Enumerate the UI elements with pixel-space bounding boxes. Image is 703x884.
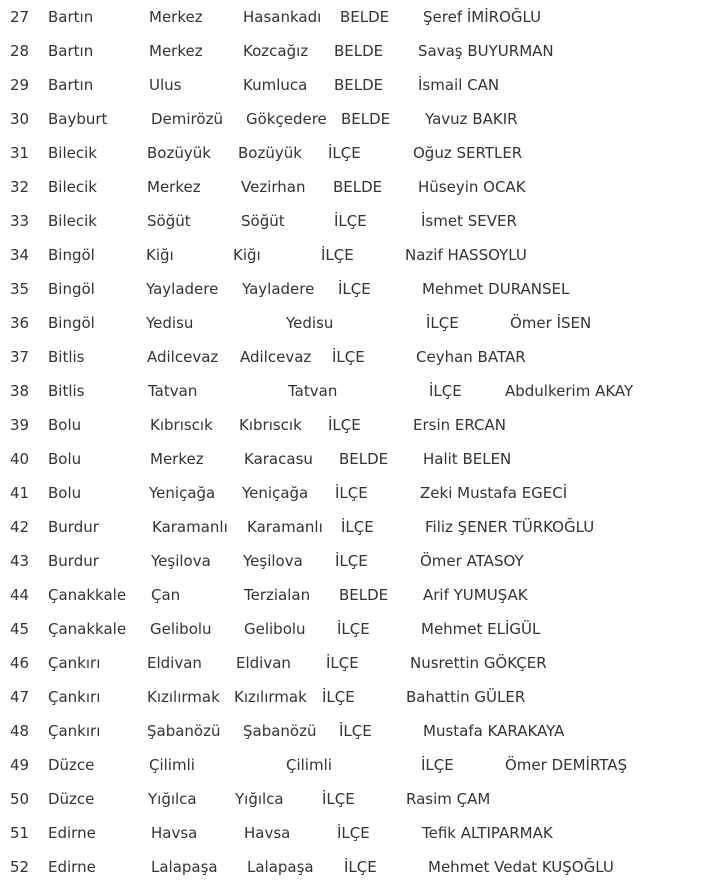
province-cell: Bartın <box>48 42 94 60</box>
province-cell: Edirne <box>48 824 96 842</box>
province-cell: Bolu <box>48 416 82 434</box>
district-cell: Merkez <box>149 8 203 26</box>
table-row <box>0 204 703 238</box>
district-cell: Havsa <box>151 824 198 842</box>
type-cell: İLÇE <box>341 518 374 536</box>
district-cell: Eldivan <box>147 654 202 672</box>
row-number: 37 <box>10 348 30 366</box>
district-cell: Çilimli <box>149 756 195 774</box>
type-cell: İLÇE <box>322 790 355 808</box>
type-cell: İLÇE <box>332 348 365 366</box>
municipality-cell: Adilcevaz <box>240 348 312 366</box>
municipality-cell: Kızılırmak <box>234 688 307 706</box>
type-cell: İLÇE <box>321 246 354 264</box>
municipality-cell: Karamanlı <box>247 518 323 536</box>
mayor-name-cell: Bahattin GÜLER <box>406 688 526 706</box>
district-cell: Yayladere <box>146 280 219 298</box>
municipality-cell: Gökçedere <box>246 110 327 128</box>
district-cell: Adilcevaz <box>147 348 219 366</box>
district-cell: Bozüyük <box>147 144 211 162</box>
mayor-name-cell: Mustafa KARAKAYA <box>423 722 565 740</box>
type-cell: BELDE <box>339 586 389 604</box>
row-number: 38 <box>10 382 30 400</box>
mayor-name-cell: Nazif HASSOYLU <box>405 246 527 264</box>
municipality-cell: Eldivan <box>236 654 291 672</box>
mayor-name-cell: Ömer İSEN <box>510 314 592 332</box>
type-cell: İLÇE <box>429 382 462 400</box>
municipality-cell: Terzialan <box>244 586 311 604</box>
type-cell: İLÇE <box>421 756 454 774</box>
municipality-cell: Çilimli <box>286 756 332 774</box>
province-cell: Burdur <box>48 552 99 570</box>
province-cell: Çankırı <box>48 722 101 740</box>
mayor-name-cell: Ceyhan BATAR <box>416 348 526 366</box>
mayor-name-cell: Mehmet ELİGÜL <box>421 620 541 638</box>
municipality-cell: Kumluca <box>243 76 308 94</box>
municipality-cell: Söğüt <box>241 212 285 230</box>
district-cell: Yeniçağa <box>149 484 216 502</box>
type-cell: BELDE <box>339 450 389 468</box>
table-row <box>0 442 703 476</box>
province-cell: Bolu <box>48 484 82 502</box>
table-row <box>0 374 703 408</box>
table-row <box>0 714 703 748</box>
mayor-name-cell: Mehmet DURANSEL <box>422 280 570 298</box>
mayor-name-cell: Ömer ATASOY <box>420 552 524 570</box>
row-number: 46 <box>10 654 30 672</box>
table-row <box>0 34 703 68</box>
type-cell: İLÇE <box>339 722 372 740</box>
type-cell: İLÇE <box>322 688 355 706</box>
row-number: 28 <box>10 42 30 60</box>
type-cell: BELDE <box>340 8 390 26</box>
type-cell: İLÇE <box>328 416 361 434</box>
row-number: 29 <box>10 76 30 94</box>
mayor-name-cell: Mehmet Vedat KUŞOĞLU <box>428 858 614 876</box>
municipality-cell: Bozüyük <box>238 144 302 162</box>
province-cell: Edirne <box>48 858 96 876</box>
table-row <box>0 408 703 442</box>
municipality-cell: Yayladere <box>242 280 315 298</box>
row-number: 32 <box>10 178 30 196</box>
table-row <box>0 238 703 272</box>
district-cell: Yığılca <box>148 790 197 808</box>
type-cell: İLÇE <box>335 552 368 570</box>
province-cell: Çanakkale <box>48 586 127 604</box>
province-cell: Bitlis <box>48 382 85 400</box>
district-cell: Ulus <box>149 76 182 94</box>
mayor-name-cell: Rasim ÇAM <box>406 790 491 808</box>
row-number: 34 <box>10 246 30 264</box>
province-cell: Bingöl <box>48 280 95 298</box>
row-number: 41 <box>10 484 30 502</box>
mayor-name-cell: Yavuz BAKIR <box>425 110 518 128</box>
row-number: 30 <box>10 110 30 128</box>
mayor-name-cell: Savaş BUYURMAN <box>418 42 554 60</box>
row-number: 35 <box>10 280 30 298</box>
type-cell: İLÇE <box>344 858 377 876</box>
row-number: 51 <box>10 824 30 842</box>
province-cell: Burdur <box>48 518 99 536</box>
district-cell: Merkez <box>149 42 203 60</box>
mayor-name-cell: Arif YUMUŞAK <box>423 586 528 604</box>
row-number: 48 <box>10 722 30 740</box>
mayor-name-cell: Tefik ALTIPARMAK <box>422 824 553 842</box>
mayor-name-cell: İsmet SEVER <box>421 212 517 230</box>
table-row <box>0 510 703 544</box>
row-number: 33 <box>10 212 30 230</box>
table-row <box>0 612 703 646</box>
province-cell: Bilecik <box>48 144 97 162</box>
type-cell: İLÇE <box>426 314 459 332</box>
province-cell: Bartın <box>48 8 94 26</box>
table-row <box>0 170 703 204</box>
province-cell: Bartın <box>48 76 94 94</box>
municipality-cell: Şabanözü <box>243 722 317 740</box>
type-cell: BELDE <box>341 110 391 128</box>
table-row <box>0 816 703 850</box>
mayor-name-cell: Filiz ŞENER TÜRKOĞLU <box>425 518 595 536</box>
row-number: 45 <box>10 620 30 638</box>
row-number: 40 <box>10 450 30 468</box>
municipality-cell: Vezirhan <box>241 178 306 196</box>
type-cell: İLÇE <box>337 824 370 842</box>
row-number: 39 <box>10 416 30 434</box>
table-row <box>0 102 703 136</box>
district-cell: Karamanlı <box>152 518 228 536</box>
province-cell: Bingöl <box>48 246 95 264</box>
municipality-cell: Yığılca <box>235 790 284 808</box>
row-number: 50 <box>10 790 30 808</box>
mayor-name-cell: Ersin ERCAN <box>413 416 507 434</box>
municipality-cell: Yedisu <box>286 314 334 332</box>
municipality-cell: Tatvan <box>288 382 338 400</box>
province-cell: Bingöl <box>48 314 95 332</box>
table-row <box>0 578 703 612</box>
province-cell: Bolu <box>48 450 82 468</box>
province-cell: Bayburt <box>48 110 108 128</box>
district-cell: Yedisu <box>146 314 194 332</box>
district-cell: Tatvan <box>148 382 198 400</box>
mayor-name-cell: Ömer DEMİRTAŞ <box>505 756 628 774</box>
table-row <box>0 136 703 170</box>
row-number: 47 <box>10 688 30 706</box>
mayor-name-cell: Nusrettin GÖKÇER <box>410 654 547 672</box>
table-row <box>0 782 703 816</box>
type-cell: İLÇE <box>337 620 370 638</box>
district-cell: Merkez <box>150 450 204 468</box>
type-cell: BELDE <box>334 42 384 60</box>
district-cell: Kiğı <box>146 246 174 264</box>
mayor-name-cell: İsmail CAN <box>418 76 500 94</box>
type-cell: BELDE <box>333 178 383 196</box>
row-number: 52 <box>10 858 30 876</box>
row-number: 27 <box>10 8 30 26</box>
table-row <box>0 748 703 782</box>
table-row <box>0 680 703 714</box>
municipality-cell: Hasankadı <box>243 8 322 26</box>
province-cell: Bitlis <box>48 348 85 366</box>
municipality-cell: Karacasu <box>244 450 313 468</box>
mayor-name-cell: Abdulkerim AKAY <box>505 382 634 400</box>
mayor-name-cell: Zeki Mustafa EGECİ <box>420 484 568 502</box>
province-cell: Düzce <box>48 790 95 808</box>
province-cell: Bilecik <box>48 178 97 196</box>
table-row <box>0 306 703 340</box>
row-number: 49 <box>10 756 30 774</box>
district-cell: Merkez <box>147 178 201 196</box>
district-cell: Şabanözü <box>147 722 221 740</box>
municipality-cell: Yeşilova <box>243 552 303 570</box>
mayor-name-cell: Hüseyin OCAK <box>418 178 526 196</box>
type-cell: İLÇE <box>334 212 367 230</box>
province-cell: Çankırı <box>48 688 101 706</box>
district-cell: Kıbrıscık <box>150 416 213 434</box>
mayor-name-cell: Oğuz SERTLER <box>413 144 523 162</box>
district-cell: Lalapaşa <box>151 858 218 876</box>
type-cell: İLÇE <box>338 280 371 298</box>
municipality-cell: Yeniçağa <box>242 484 309 502</box>
row-number: 36 <box>10 314 30 332</box>
district-cell: Söğüt <box>147 212 191 230</box>
table-row <box>0 0 703 34</box>
district-cell: Çan <box>151 586 181 604</box>
type-cell: İLÇE <box>335 484 368 502</box>
province-cell: Bilecik <box>48 212 97 230</box>
table-row <box>0 646 703 680</box>
municipality-cell: Gelibolu <box>244 620 306 638</box>
municipality-cell: Kozcağız <box>243 42 309 60</box>
municipality-cell: Lalapaşa <box>247 858 314 876</box>
municipality-cell: Kıbrıscık <box>239 416 302 434</box>
province-cell: Düzce <box>48 756 95 774</box>
mayor-name-cell: Şeref İMİROĞLU <box>423 8 542 26</box>
table-row <box>0 544 703 578</box>
row-number: 42 <box>10 518 30 536</box>
table-row <box>0 272 703 306</box>
mayor-name-cell: Halit BELEN <box>423 450 512 468</box>
municipality-cell: Havsa <box>244 824 291 842</box>
type-cell: İLÇE <box>326 654 359 672</box>
type-cell: BELDE <box>334 76 384 94</box>
district-cell: Gelibolu <box>150 620 212 638</box>
row-number: 31 <box>10 144 30 162</box>
district-cell: Kızılırmak <box>147 688 220 706</box>
table-row <box>0 68 703 102</box>
municipality-cell: Kiğı <box>233 246 261 264</box>
row-number: 44 <box>10 586 30 604</box>
province-cell: Çankırı <box>48 654 101 672</box>
province-cell: Çanakkale <box>48 620 127 638</box>
district-cell: Demirözü <box>151 110 223 128</box>
row-number: 43 <box>10 552 30 570</box>
district-cell: Yeşilova <box>151 552 211 570</box>
table-row <box>0 850 703 884</box>
table-row <box>0 476 703 510</box>
type-cell: İLÇE <box>328 144 361 162</box>
table-row <box>0 340 703 374</box>
